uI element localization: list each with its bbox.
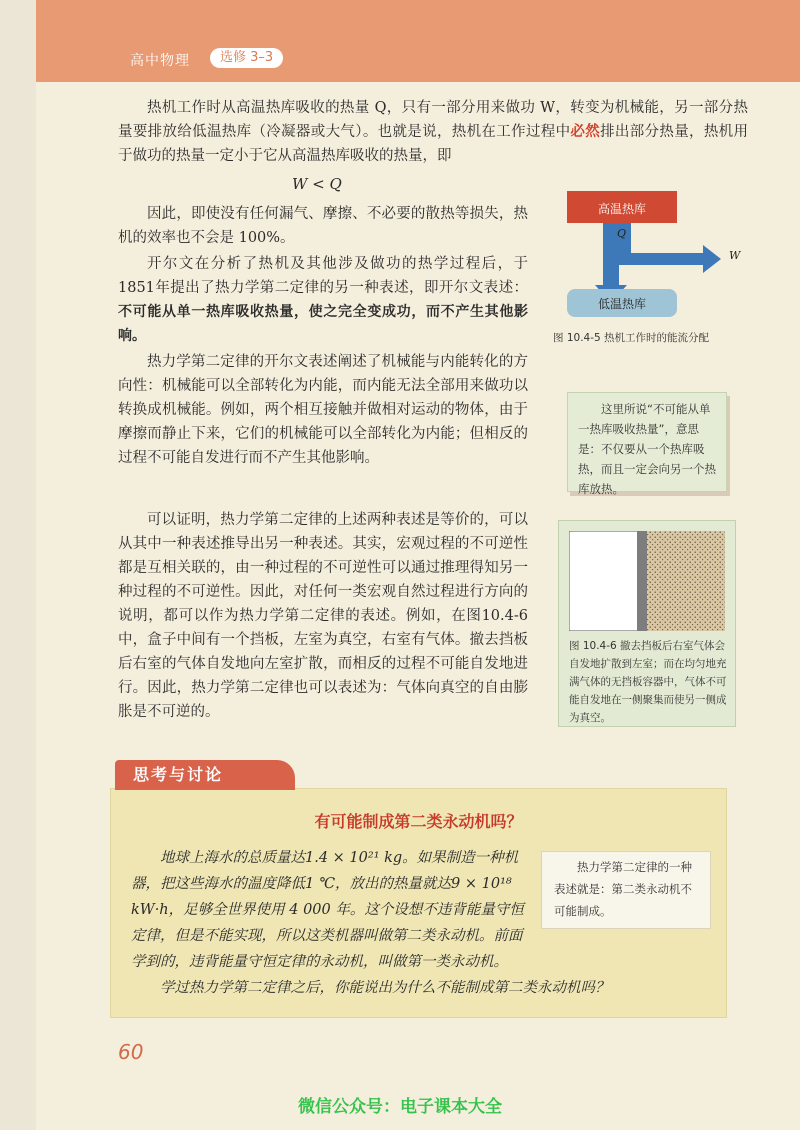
p1-emphasis: 必然 [570,123,601,140]
paragraph-1 [118,96,748,168]
think-discuss-box [110,788,727,1018]
partition-box-diagram [569,531,725,631]
p1-text-end: 排出部分热量，热机用于做功的热量一定小于它从高温热库吸收的热量，即 [118,124,749,164]
paragraph-2: 因此，即使没有任何漏气、摩擦、不必要的散热等损失，热机的效率也不会是 100%。 [118,206,528,246]
q-label: Q [617,227,627,240]
page-number: 60 [118,1040,144,1064]
side-note-text: 热力学第二定律的一种表述就是：第二类永动机不可能制成。 [554,860,692,918]
margin-note-text: 这里所说“不可能从单一热库吸收热量”，意思是：不仅要从一个热库吸热，而且一定会向另一个热库放热。 [578,402,716,496]
formula: W < Q [292,175,342,193]
figure-10-4-6 [558,520,736,727]
w-label: W [729,249,741,262]
kelvin-statement: 不可能从单一热库吸收热量，使之完全变成功，而不产生其他影响。 [118,304,528,344]
p3-text: 开尔文在分析了热机及其他涉及做功的热学过程后，于 1851年提出了热力学第二定律的另一种表述，即开尔文表述： [118,256,528,296]
volume-badge: 选修 3–3 [210,48,283,68]
figure-10-4-6-caption: 图 10.4-6 撤去挡板后右室气体会自发地扩散到左室；而在均匀地充满气体的无挡板容器中，气体不可能自发地在一侧聚集而使另一侧成为真空。 [569,640,727,724]
cold-reservoir-label: 低温热库 [597,297,647,311]
margin-note [567,392,727,496]
book-title: 高中物理 [130,53,190,69]
discussion-side-note [541,851,711,929]
figure-10-4-5-caption: 图 10.4-5 热机工作时的能流分配 [553,332,710,344]
p1-text: 热机工作时从高温热库吸收的热量 Q，只有一部分用来做功 W，转变为机械能，另一部分热量要排放给低温热库（冷凝器或大气）。也就是说，热机在工作过程中 [118,100,748,140]
discussion-title: 有可能制成第二类永动机吗？ [314,812,523,831]
energy-flow-diagram [553,185,749,320]
page-spine [0,0,36,1130]
discussion-paragraph-1: 地球上海水的总质量达1.4 × 10²¹ kg。如果制造一种机器，把这些海水的温度降低1 ℃，放出的热量就达9 × 10¹⁸ kW·h，足够全世界使用 4 000 年。这个设想不违背能量守恒定律，但是不能实现，所以这类机器叫做第二类永动机。前面学到的，违背能量守恒定律的永动机，叫做第一类永动机。 [131,850,524,970]
partition [637,531,647,631]
hot-reservoir-label: 高温热库 [597,202,647,216]
discussion-question: 学过热力学第二定律之后，你能说出为什么不能制成第二类永动机吗？ [160,980,610,996]
paragraph-4: 热力学第二定律的开尔文表述阐述了机械能与内能转化的方向性：机械能可以全部转化为内能，而内能无法全部用来做功以转换成机械能。例如，两个相互接触并做相对运动的物体，由于摩擦而静止下来，它们的机械能可以全部转化为内能；但相反的过程不可能自发进行而不产生其他影响。 [118,354,528,466]
paragraph-5: 可以证明，热力学第二定律的上述两种表述是等价的，可以从其中一种表述推导出另一种表述。其实，宏观过程的不可逆性都是互相关联的，由一种过程的不可逆性可以通过推理得知另一种过程的不可逆性。因此，对任何一类宏观自然过程进行方向的说明，都可以作为热力学第二定律的表述。例如，在图10.4-6中，盒子中间有一个挡板，左室为真空，右室有气体。撤去挡板后右室的气体自发地向左室扩散，而相反的过程不可能自发地进行。因此，热力学第二定律也可以表述为：气体向真空的自由膨胀是不可逆的。 [118,512,528,720]
think-discuss-tag: 思考与讨论 [115,760,295,790]
paragraph-3 [118,252,528,348]
footer-watermark: 微信公众号：电子课本大全 [298,1097,502,1117]
